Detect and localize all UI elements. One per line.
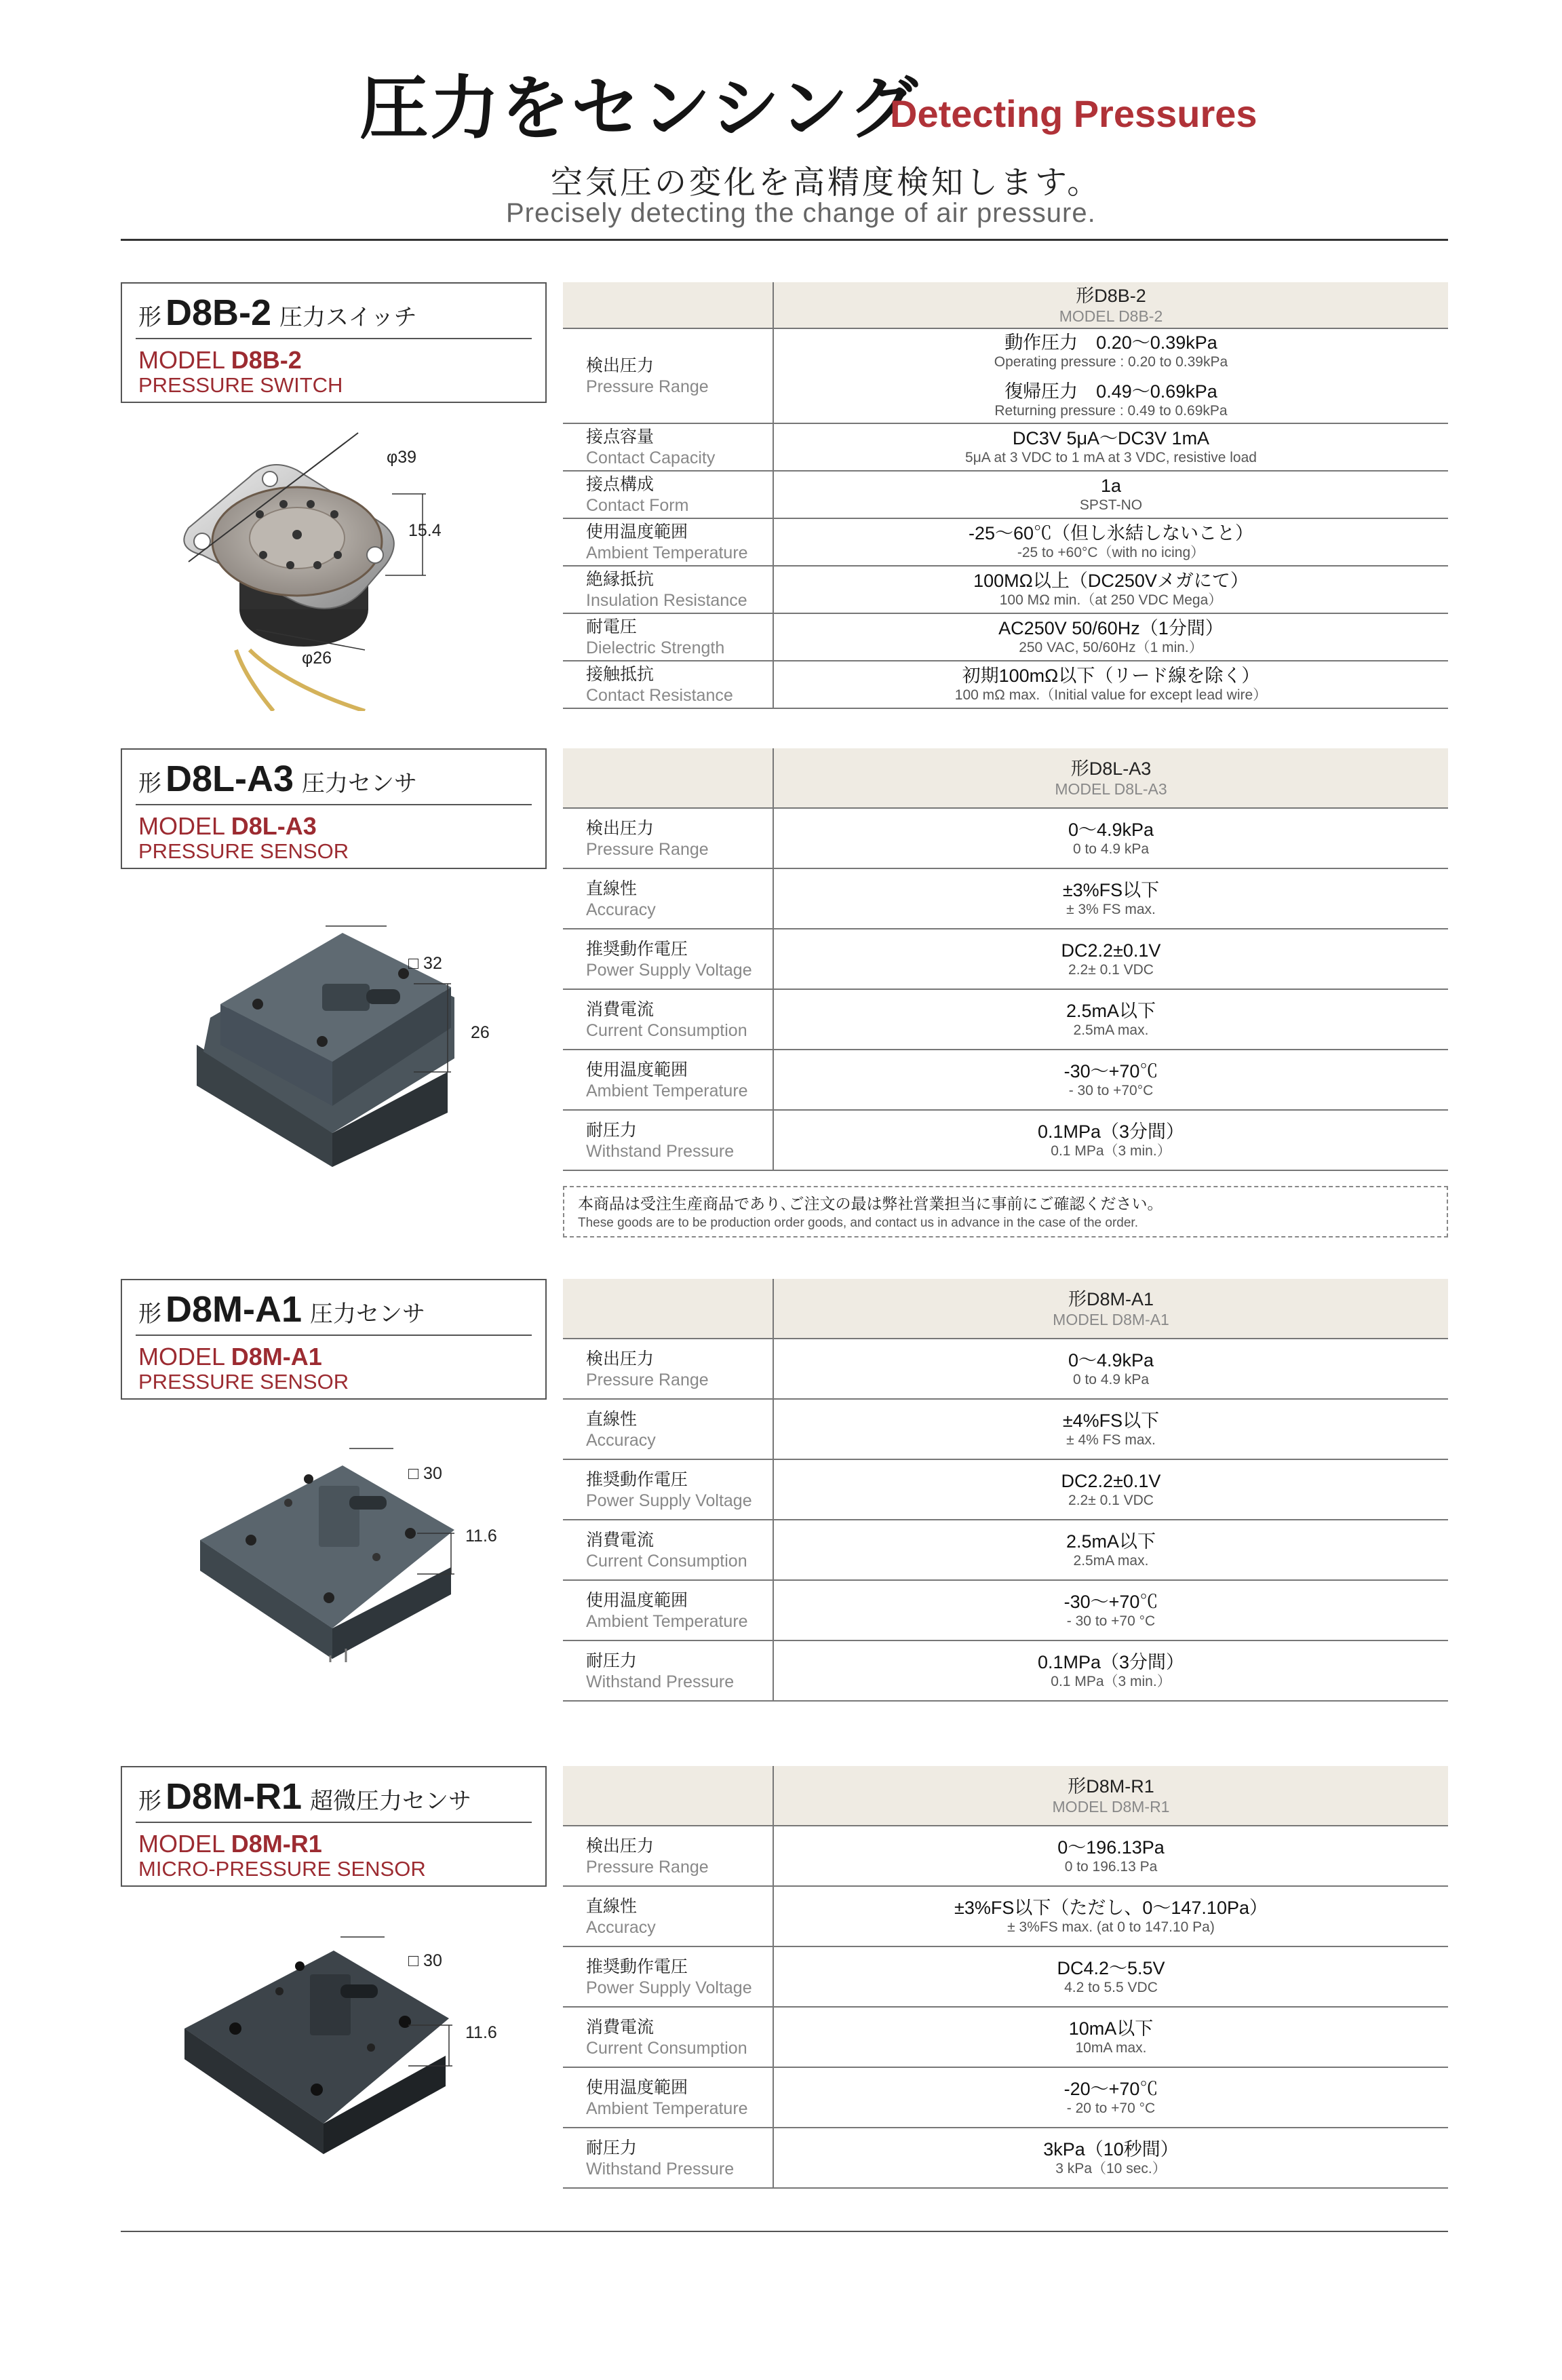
- value-jp: 0～4.9kPa: [1068, 1349, 1154, 1370]
- product-header-d8l-a3: [121, 748, 547, 869]
- header-blank: [563, 1766, 773, 1826]
- title-rule: [136, 1335, 532, 1336]
- value-jp: 初期100mΩ以下（リード線を除く）: [962, 666, 1260, 686]
- dim-height: 15.4: [408, 521, 442, 540]
- label-jp: 使用温度範囲: [586, 1590, 688, 1610]
- page-title-jp: 圧力をセンシング: [359, 69, 919, 149]
- row-value: [773, 2067, 1448, 2128]
- row-label: [563, 566, 773, 613]
- label-jp: 接触抵抗: [586, 664, 655, 684]
- table-header-row: [563, 1279, 1448, 1339]
- value-jp: 動作圧力 0.20～0.39kPa: [1004, 332, 1217, 353]
- row-value: [773, 1580, 1448, 1640]
- row-label: [563, 423, 773, 471]
- row-label: [563, 1399, 773, 1459]
- value-en: ± 3%FS max. (at 0 to 147.10 Pa): [1007, 1919, 1215, 1935]
- label-en: Dielectric Strength: [586, 638, 725, 657]
- table-row: [563, 1110, 1448, 1170]
- table-header-row: [563, 748, 1448, 808]
- label-en: Accuracy: [586, 900, 656, 919]
- value-jp: -25～60℃（但し氷結しないこと）: [968, 523, 1254, 543]
- header-blank: [563, 748, 773, 808]
- table-row: [563, 1339, 1448, 1399]
- value-jp: 0～196.13Pa: [1057, 1837, 1165, 1858]
- model-code-en: D8B-2: [231, 346, 302, 374]
- label-en: Power Supply Voltage: [586, 1978, 752, 1997]
- label-en: Withstand Pressure: [586, 1141, 735, 1161]
- table-row: [563, 423, 1448, 471]
- type-prefix: 形: [138, 1788, 161, 1815]
- value-jp: 復帰圧力 0.49～0.69kPa: [1004, 381, 1217, 402]
- label-en: Insulation Resistance: [586, 591, 747, 610]
- table-header-row: [563, 1766, 1448, 1826]
- row-value: [773, 471, 1448, 518]
- label-jp: 直線性: [586, 1896, 638, 1916]
- row-value: [773, 328, 1448, 423]
- label-en: Withstand Pressure: [586, 2159, 735, 2179]
- table-row: [563, 808, 1448, 868]
- product-title: [138, 1776, 471, 1818]
- label-en: Ambient Temperature: [586, 1081, 748, 1100]
- model-code-en: D8M-A1: [231, 1343, 322, 1370]
- table-row: [563, 661, 1448, 708]
- row-label: [563, 808, 773, 868]
- table-row: [563, 566, 1448, 613]
- label-en: Contact Resistance: [586, 686, 733, 705]
- model-code-en: D8L-A3: [231, 812, 317, 840]
- value-jp: 1a: [1100, 476, 1122, 496]
- header-model-en: MODEL D8L-A3: [1055, 780, 1167, 798]
- label-jp: 推奨動作電圧: [586, 1956, 688, 1976]
- row-value: [773, 1886, 1448, 1946]
- label-en: Current Consumption: [586, 2038, 747, 2058]
- value-en: 250 VAC, 50/60Hz（1 min.）: [1019, 640, 1203, 655]
- row-value: [773, 1520, 1448, 1580]
- product-category: MICRO-PRESSURE SENSOR: [138, 1857, 426, 1881]
- product-title: [138, 758, 417, 800]
- value-en: 100 MΩ min.（at 250 VDC Mega）: [999, 592, 1223, 608]
- row-value: [773, 566, 1448, 613]
- value-en: 10mA max.: [1075, 2039, 1147, 2056]
- label-en: Contact Capacity: [586, 448, 716, 467]
- row-value: [773, 1339, 1448, 1399]
- row-label: [563, 1520, 773, 1580]
- label-en: Withstand Pressure: [586, 1672, 735, 1691]
- row-value: [773, 1640, 1448, 1701]
- row-value: [773, 868, 1448, 929]
- row-value: [773, 989, 1448, 1050]
- row-value: [773, 1946, 1448, 2007]
- row-label: [563, 1339, 773, 1399]
- label-jp: 使用温度範囲: [586, 1059, 688, 1079]
- table-row: [563, 1946, 1448, 2007]
- label-en: Power Supply Voltage: [586, 1491, 752, 1510]
- table-row: [563, 989, 1448, 1050]
- value-en: 2.2± 0.1 VDC: [1068, 1492, 1154, 1508]
- value-jp: ±4%FS以下: [1062, 1410, 1160, 1431]
- value-en: 2.5mA max.: [1073, 1022, 1149, 1038]
- label-en: Accuracy: [586, 1430, 656, 1450]
- page-title-en: Detecting Pressures: [890, 92, 1257, 135]
- d8m-r1-product-photo: [178, 1927, 496, 2157]
- value-en: -25 to +60°C（with no icing）: [1017, 545, 1205, 560]
- row-label: [563, 1580, 773, 1640]
- title-rule: [136, 804, 532, 805]
- value-en: - 30 to +70 °C: [1066, 1613, 1156, 1629]
- label-jp: 使用温度範囲: [586, 522, 688, 541]
- row-value: [773, 1110, 1448, 1170]
- row-label: [563, 929, 773, 989]
- product-header-d8m-r1: [121, 1766, 547, 1887]
- label-en: Ambient Temperature: [586, 1611, 748, 1631]
- header-model-jp: 形D8B-2: [1076, 285, 1146, 306]
- row-label: [563, 613, 773, 661]
- table-row: [563, 929, 1448, 989]
- value-jp: 2.5mA以下: [1066, 1000, 1156, 1021]
- table-row: [563, 1520, 1448, 1580]
- table-row: [563, 1640, 1448, 1701]
- model-code: D8M-A1: [165, 1289, 302, 1330]
- type-prefix: 形: [138, 1301, 161, 1328]
- notice-en: These goods are to be production order goods, and contact us in advance in the case of the order.: [578, 1216, 1138, 1230]
- row-value: [773, 929, 1448, 989]
- row-label: [563, 1946, 773, 2007]
- value-en: 0 to 4.9 kPa: [1072, 1371, 1150, 1387]
- title-rule: [136, 1822, 532, 1823]
- label-en: Pressure Range: [586, 1370, 709, 1389]
- row-value: [773, 613, 1448, 661]
- row-label: [563, 1050, 773, 1110]
- row-label: [563, 989, 773, 1050]
- header-model: [773, 1279, 1448, 1339]
- label-jp: 接点構成: [586, 474, 655, 494]
- table-row: [563, 518, 1448, 566]
- label-jp: 直線性: [586, 878, 638, 898]
- header-model: [773, 282, 1448, 328]
- dim-square-size: □ 32: [408, 954, 442, 973]
- label-jp: 耐圧力: [586, 1650, 638, 1670]
- table-row: [563, 1580, 1448, 1640]
- value-en: 100 mΩ max.（Initial value for except lead wire）: [954, 687, 1268, 703]
- row-label: [563, 2067, 773, 2128]
- label-jp: 消費電流: [586, 2016, 655, 2037]
- value-en: 0 to 196.13 Pa: [1064, 1858, 1158, 1875]
- product-name-jp: 圧力スイッチ: [279, 304, 417, 331]
- row-value: [773, 1399, 1448, 1459]
- dim-diameter-inner: φ26: [302, 649, 332, 668]
- header-model: [773, 748, 1448, 808]
- value-en: - 30 to +70°C: [1068, 1082, 1154, 1098]
- value-jp: 3kPa（10秒間）: [1043, 2138, 1179, 2160]
- product-title: [138, 292, 417, 334]
- row-label: [563, 328, 773, 423]
- label-jp: 検出圧力: [586, 818, 655, 838]
- table-row: [563, 328, 1448, 423]
- model-label: MODEL: [138, 1830, 224, 1858]
- model-label: MODEL: [138, 346, 224, 374]
- model-code: D8M-R1: [165, 1776, 302, 1817]
- label-jp: 接点容量: [586, 427, 655, 446]
- table-row: [563, 613, 1448, 661]
- value-jp: 0.1MPa（3分間）: [1037, 1121, 1185, 1142]
- product-header-d8b-2: [121, 282, 547, 403]
- row-value: [773, 423, 1448, 471]
- value-jp: 2.5mA以下: [1066, 1531, 1156, 1552]
- footer-divider: [121, 2231, 1448, 2232]
- value-jp: DC2.2±0.1V: [1061, 940, 1161, 961]
- value-en: 2.2± 0.1 VDC: [1068, 961, 1154, 978]
- value-jp: -30～+70℃: [1063, 1591, 1158, 1612]
- value-jp: 0～4.9kPa: [1068, 819, 1154, 840]
- header-model-en: MODEL D8M-A1: [1053, 1310, 1169, 1328]
- d8l-a3-product-photo: [183, 916, 495, 1167]
- table-row: [563, 1886, 1448, 1946]
- order-notice: [563, 1186, 1448, 1237]
- dim-height: 26: [471, 1023, 490, 1042]
- spec-table-d8b-2: [563, 282, 1448, 709]
- row-value: [773, 2128, 1448, 2188]
- type-prefix: 形: [138, 304, 161, 331]
- header-divider: [121, 239, 1448, 241]
- model-line: [138, 1830, 322, 1858]
- product-category: PRESSURE SWITCH: [138, 373, 343, 397]
- value-jp: ±3%FS以下: [1062, 879, 1160, 900]
- row-label: [563, 868, 773, 929]
- header-model-en: MODEL D8B-2: [1059, 307, 1163, 325]
- row-label: [563, 2007, 773, 2067]
- label-jp: 検出圧力: [586, 1348, 655, 1368]
- value-jp: AC250V 50/60Hz（1分間）: [998, 618, 1224, 638]
- product-name-jp: 超微圧力センサ: [310, 1788, 472, 1815]
- value-jp: DC4.2～5.5V: [1057, 1957, 1165, 1978]
- label-jp: 使用温度範囲: [586, 2077, 688, 2097]
- value-jp: 100MΩ以上（DC250Vメガにて）: [973, 571, 1249, 591]
- row-value: [773, 1459, 1448, 1520]
- table-row: [563, 1399, 1448, 1459]
- label-en: Contact Form: [586, 496, 689, 515]
- table-row: [563, 2067, 1448, 2128]
- d8b-2-product-photo: [161, 426, 501, 711]
- product-name-jp: 圧力センサ: [302, 770, 418, 797]
- label-en: Ambient Temperature: [586, 543, 748, 562]
- value-en: Operating pressure : 0.20 to 0.39kPa: [994, 354, 1228, 370]
- row-value: [773, 1050, 1448, 1110]
- product-category: PRESSURE SENSOR: [138, 839, 349, 863]
- table-row: [563, 2007, 1448, 2067]
- label-en: Accuracy: [586, 1917, 656, 1937]
- row-label: [563, 1826, 773, 1886]
- spec-table-d8m-r1: [563, 1766, 1448, 2189]
- label-en: Pressure Range: [586, 377, 709, 396]
- header-blank: [563, 1279, 773, 1339]
- table-row: [563, 471, 1448, 518]
- table-row: [563, 2128, 1448, 2188]
- model-code-en: D8M-R1: [231, 1830, 322, 1858]
- value-jp: DC3V 5μA～DC3V 1mA: [1012, 428, 1210, 448]
- value-en: Returning pressure : 0.49 to 0.69kPa: [994, 403, 1228, 419]
- label-jp: 消費電流: [586, 1529, 655, 1550]
- label-jp: 推奨動作電圧: [586, 938, 688, 959]
- spec-table-d8l-a3: [563, 748, 1448, 1171]
- spec-table-d8m-a1: [563, 1279, 1448, 1702]
- value-en: ± 4% FS max.: [1066, 1432, 1156, 1448]
- header-model-jp: 形D8L-A3: [1070, 758, 1152, 779]
- row-label: [563, 1640, 773, 1701]
- row-label: [563, 2128, 773, 2188]
- header-model-en: MODEL D8M-R1: [1052, 1797, 1170, 1816]
- label-en: Pressure Range: [586, 1857, 709, 1877]
- value-jp: 0.1MPa（3分間）: [1037, 1651, 1185, 1672]
- header-model-jp: 形D8M-R1: [1068, 1776, 1154, 1797]
- label-en: Ambient Temperature: [586, 2098, 748, 2118]
- label-jp: 耐圧力: [586, 2137, 638, 2157]
- value-en: SPST-NO: [1079, 497, 1143, 513]
- dim-height: 11.6: [465, 1527, 497, 1546]
- dim-diameter-outer: φ39: [387, 448, 417, 467]
- row-value: [773, 518, 1448, 566]
- model-line: [138, 1343, 322, 1371]
- title-rule: [136, 338, 532, 339]
- value-jp: -20～+70℃: [1063, 2078, 1158, 2099]
- row-label: [563, 1886, 773, 1946]
- value-en: 0 to 4.9 kPa: [1072, 841, 1150, 857]
- row-label: [563, 1110, 773, 1170]
- notice-jp: 本商品は受注生産商品であり､ご注文の最は弊社営業担当に事前にご確認ください。: [578, 1195, 1163, 1213]
- model-label: MODEL: [138, 1343, 224, 1370]
- model-code: D8L-A3: [165, 759, 294, 799]
- table-row: [563, 1826, 1448, 1886]
- header-model: [773, 1766, 1448, 1826]
- product-header-d8m-a1: [121, 1279, 547, 1400]
- page-subtitle-jp: 空気圧の変化を高精度検知します。: [551, 164, 1102, 201]
- label-jp: 耐圧力: [586, 1119, 638, 1140]
- table-header-row: [563, 282, 1448, 328]
- label-en: Current Consumption: [586, 1020, 747, 1040]
- value-jp: ±3%FS以下（ただし、0～147.10Pa）: [954, 1897, 1268, 1918]
- product-category: PRESSURE SENSOR: [138, 1370, 349, 1394]
- model-line: [138, 346, 302, 375]
- row-label: [563, 1459, 773, 1520]
- label-jp: 検出圧力: [586, 356, 655, 375]
- value-en: 0.1 MPa（3 min.）: [1051, 1673, 1171, 1689]
- label-jp: 耐電圧: [586, 617, 638, 636]
- row-value: [773, 2007, 1448, 2067]
- row-label: [563, 661, 773, 708]
- label-jp: 推奨動作電圧: [586, 1469, 688, 1489]
- value-en: - 20 to +70 °C: [1066, 2100, 1156, 2116]
- table-row: [563, 1459, 1448, 1520]
- dim-height: 11.6: [465, 2023, 497, 2042]
- value-jp: -30～+70℃: [1063, 1060, 1158, 1081]
- label-jp: 絶縁抵抗: [586, 569, 655, 589]
- row-label: [563, 518, 773, 566]
- page-subtitle-en: Precisely detecting the change of air pressure.: [506, 198, 1096, 228]
- table-row: [563, 1050, 1448, 1110]
- value-jp: DC2.2±0.1V: [1061, 1470, 1161, 1491]
- table-row: [563, 868, 1448, 929]
- label-jp: 消費電流: [586, 999, 655, 1019]
- model-code: D8B-2: [165, 292, 272, 333]
- type-prefix: 形: [138, 770, 161, 797]
- d8m-a1-product-photo: [187, 1438, 499, 1662]
- value-en: 0.1 MPa（3 min.）: [1051, 1143, 1171, 1159]
- dim-square-size: □ 30: [408, 1951, 442, 1970]
- model-line: [138, 812, 317, 841]
- row-value: [773, 808, 1448, 868]
- label-jp: 検出圧力: [586, 1835, 655, 1856]
- row-label: [563, 471, 773, 518]
- value-en: 4.2 to 5.5 VDC: [1064, 1979, 1158, 1995]
- value-en: 3 kPa（10 sec.）: [1055, 2160, 1167, 2176]
- row-value: [773, 1826, 1448, 1886]
- product-name-jp: 圧力センサ: [310, 1301, 426, 1328]
- value-jp: 10mA以下: [1068, 2018, 1154, 2039]
- label-en: Power Supply Voltage: [586, 960, 752, 980]
- header-blank: [563, 282, 773, 328]
- label-en: Pressure Range: [586, 839, 709, 859]
- value-en: 5μA at 3 VDC to 1 mA at 3 VDC, resistive load: [965, 450, 1257, 465]
- label-en: Current Consumption: [586, 1551, 747, 1571]
- product-title: [138, 1288, 425, 1330]
- label-jp: 直線性: [586, 1408, 638, 1429]
- header-model-jp: 形D8M-A1: [1068, 1288, 1154, 1309]
- value-en: ± 3% FS max.: [1066, 901, 1156, 917]
- model-label: MODEL: [138, 812, 224, 840]
- dim-square-size: □ 30: [408, 1464, 442, 1483]
- row-value: [773, 661, 1448, 708]
- value-en: 2.5mA max.: [1073, 1552, 1149, 1569]
